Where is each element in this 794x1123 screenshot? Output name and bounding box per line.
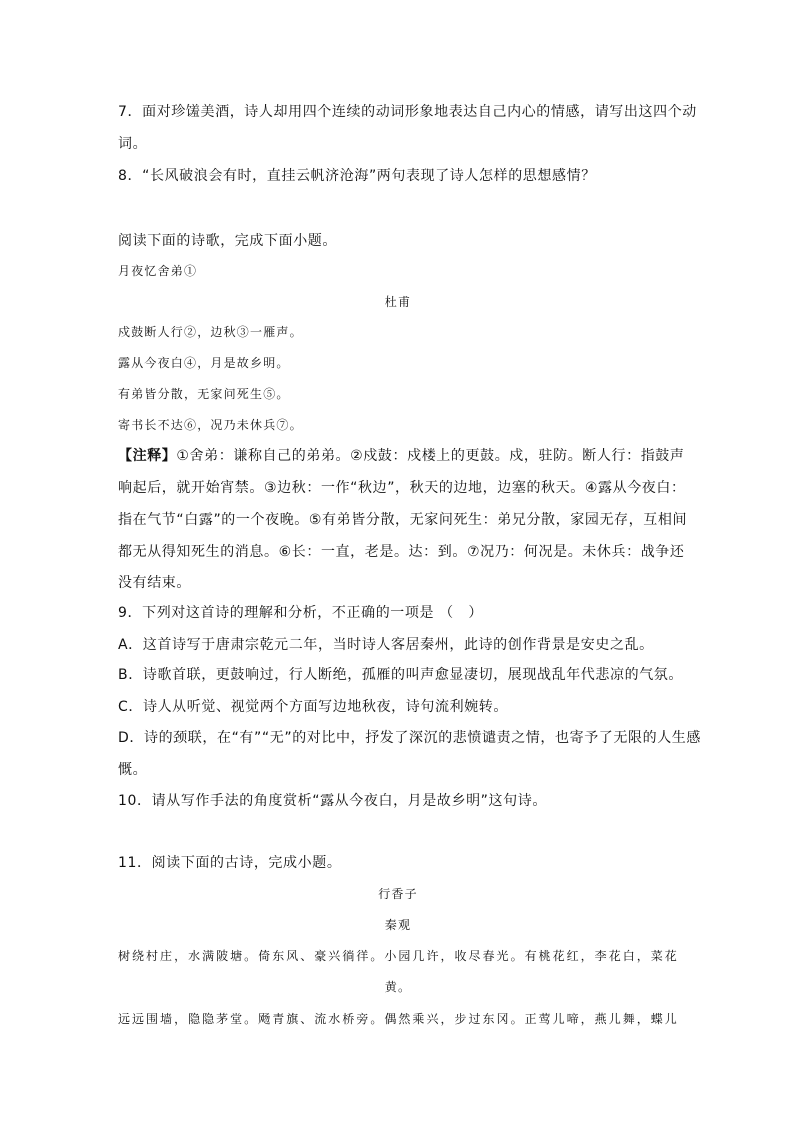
poem2-author: 秦观 <box>384 918 412 932</box>
poem2-line-1: 树绕村庄，水满陂塘。倚东风、豪兴徜徉。小园几许，收尽春光。有桃花红，李花白，菜花 <box>118 949 678 963</box>
question-7-line-2: 词。 <box>118 136 148 152</box>
poem2-title: 行香子 <box>378 887 418 901</box>
poem-author: 杜甫 <box>384 295 412 309</box>
notes-label: 【注释】 <box>118 448 177 464</box>
poem-line-4: 寄书长不达⑥，况乃未休兵⑦。 <box>118 418 303 432</box>
notes-line-2: 响起后，就开始宵禁。③边秋：一作“秋边”，秋天的边地，边塞的秋天。④露从今夜白： <box>118 480 686 496</box>
notes-line-3: 指在气节“白露”的一个夜晚。⑤有弟皆分散，无家问死生：弟兄分散，家园无存，互相间 <box>118 512 688 528</box>
poem2-line-3: 远远围墙，隐隐茅堂。飏青旗、流水桥旁。偶然乘兴，步过东冈。正莺儿啼，燕儿舞，蝶儿 <box>118 1012 678 1026</box>
section2-instruction: 阅读下面的诗歌，完成下面小题。 <box>118 233 337 249</box>
question-9-option-c: C．诗人从听觉、视觉两个方面写边地秋夜，诗句流利婉转。 <box>118 699 508 715</box>
question-11: 11．阅读下面的古诗，完成小题。 <box>118 855 342 871</box>
question-7-line-1: 7．面对珍馐美酒，诗人却用四个连续的动词形象地表达自己内心的情感，请写出这四个动 <box>118 104 697 120</box>
notes-text-1: ①舍弟：谦称自己的弟弟。②戍鼓：戍楼上的更鼓。戍，驻防。断人行：指鼓声 <box>176 448 685 464</box>
question-9-option-d-line-2: 慨。 <box>118 762 148 778</box>
poem-line-3: 有弟皆分散，无家问死生⑤。 <box>118 387 290 401</box>
poem-line-1: 戍鼓断人行②，边秋③一雁声。 <box>118 325 303 339</box>
question-10: 10．请从写作手法的角度赏析“露从今夜白，月是故乡明”这句诗。 <box>118 793 547 809</box>
question-9-option-b: B．诗歌首联，更鼓响过，行人断绝，孤雁的叫声愈显凄切，展现战乱年代悲凉的气氛。 <box>118 667 684 683</box>
poem-line-2: 露从今夜白④，月是故乡明。 <box>118 356 290 370</box>
question-9-option-a: A．这首诗写于唐肃宗乾元二年，当时诗人客居秦州，此诗的创作背景是安史之乱。 <box>118 637 654 653</box>
question-8: 8．“长风破浪会有时，直挂云帆济沧海”两句表现了诗人怎样的思想感情？ <box>118 168 596 184</box>
poem2-line-2: 黄。 <box>384 980 412 994</box>
notes-line-1 <box>118 447 685 465</box>
notes-line-5: 没有结束。 <box>118 575 191 591</box>
question-9-option-d-line-1: D．诗的颈联，在“有”“无”的对比中，抒发了深沉的悲愤谴责之情，也寄予了无限的人生感 <box>118 730 701 746</box>
question-9-stem: 9．下列对这首诗的理解和分析，不正确的一项是 （ ） <box>118 605 483 621</box>
poem-title: 月夜忆舍弟① <box>118 264 198 278</box>
notes-line-4: 都无从得知死生的消息。⑥长：一直，老是。达：到。⑦况乃：何况是。未休兵：战争还 <box>118 544 685 560</box>
